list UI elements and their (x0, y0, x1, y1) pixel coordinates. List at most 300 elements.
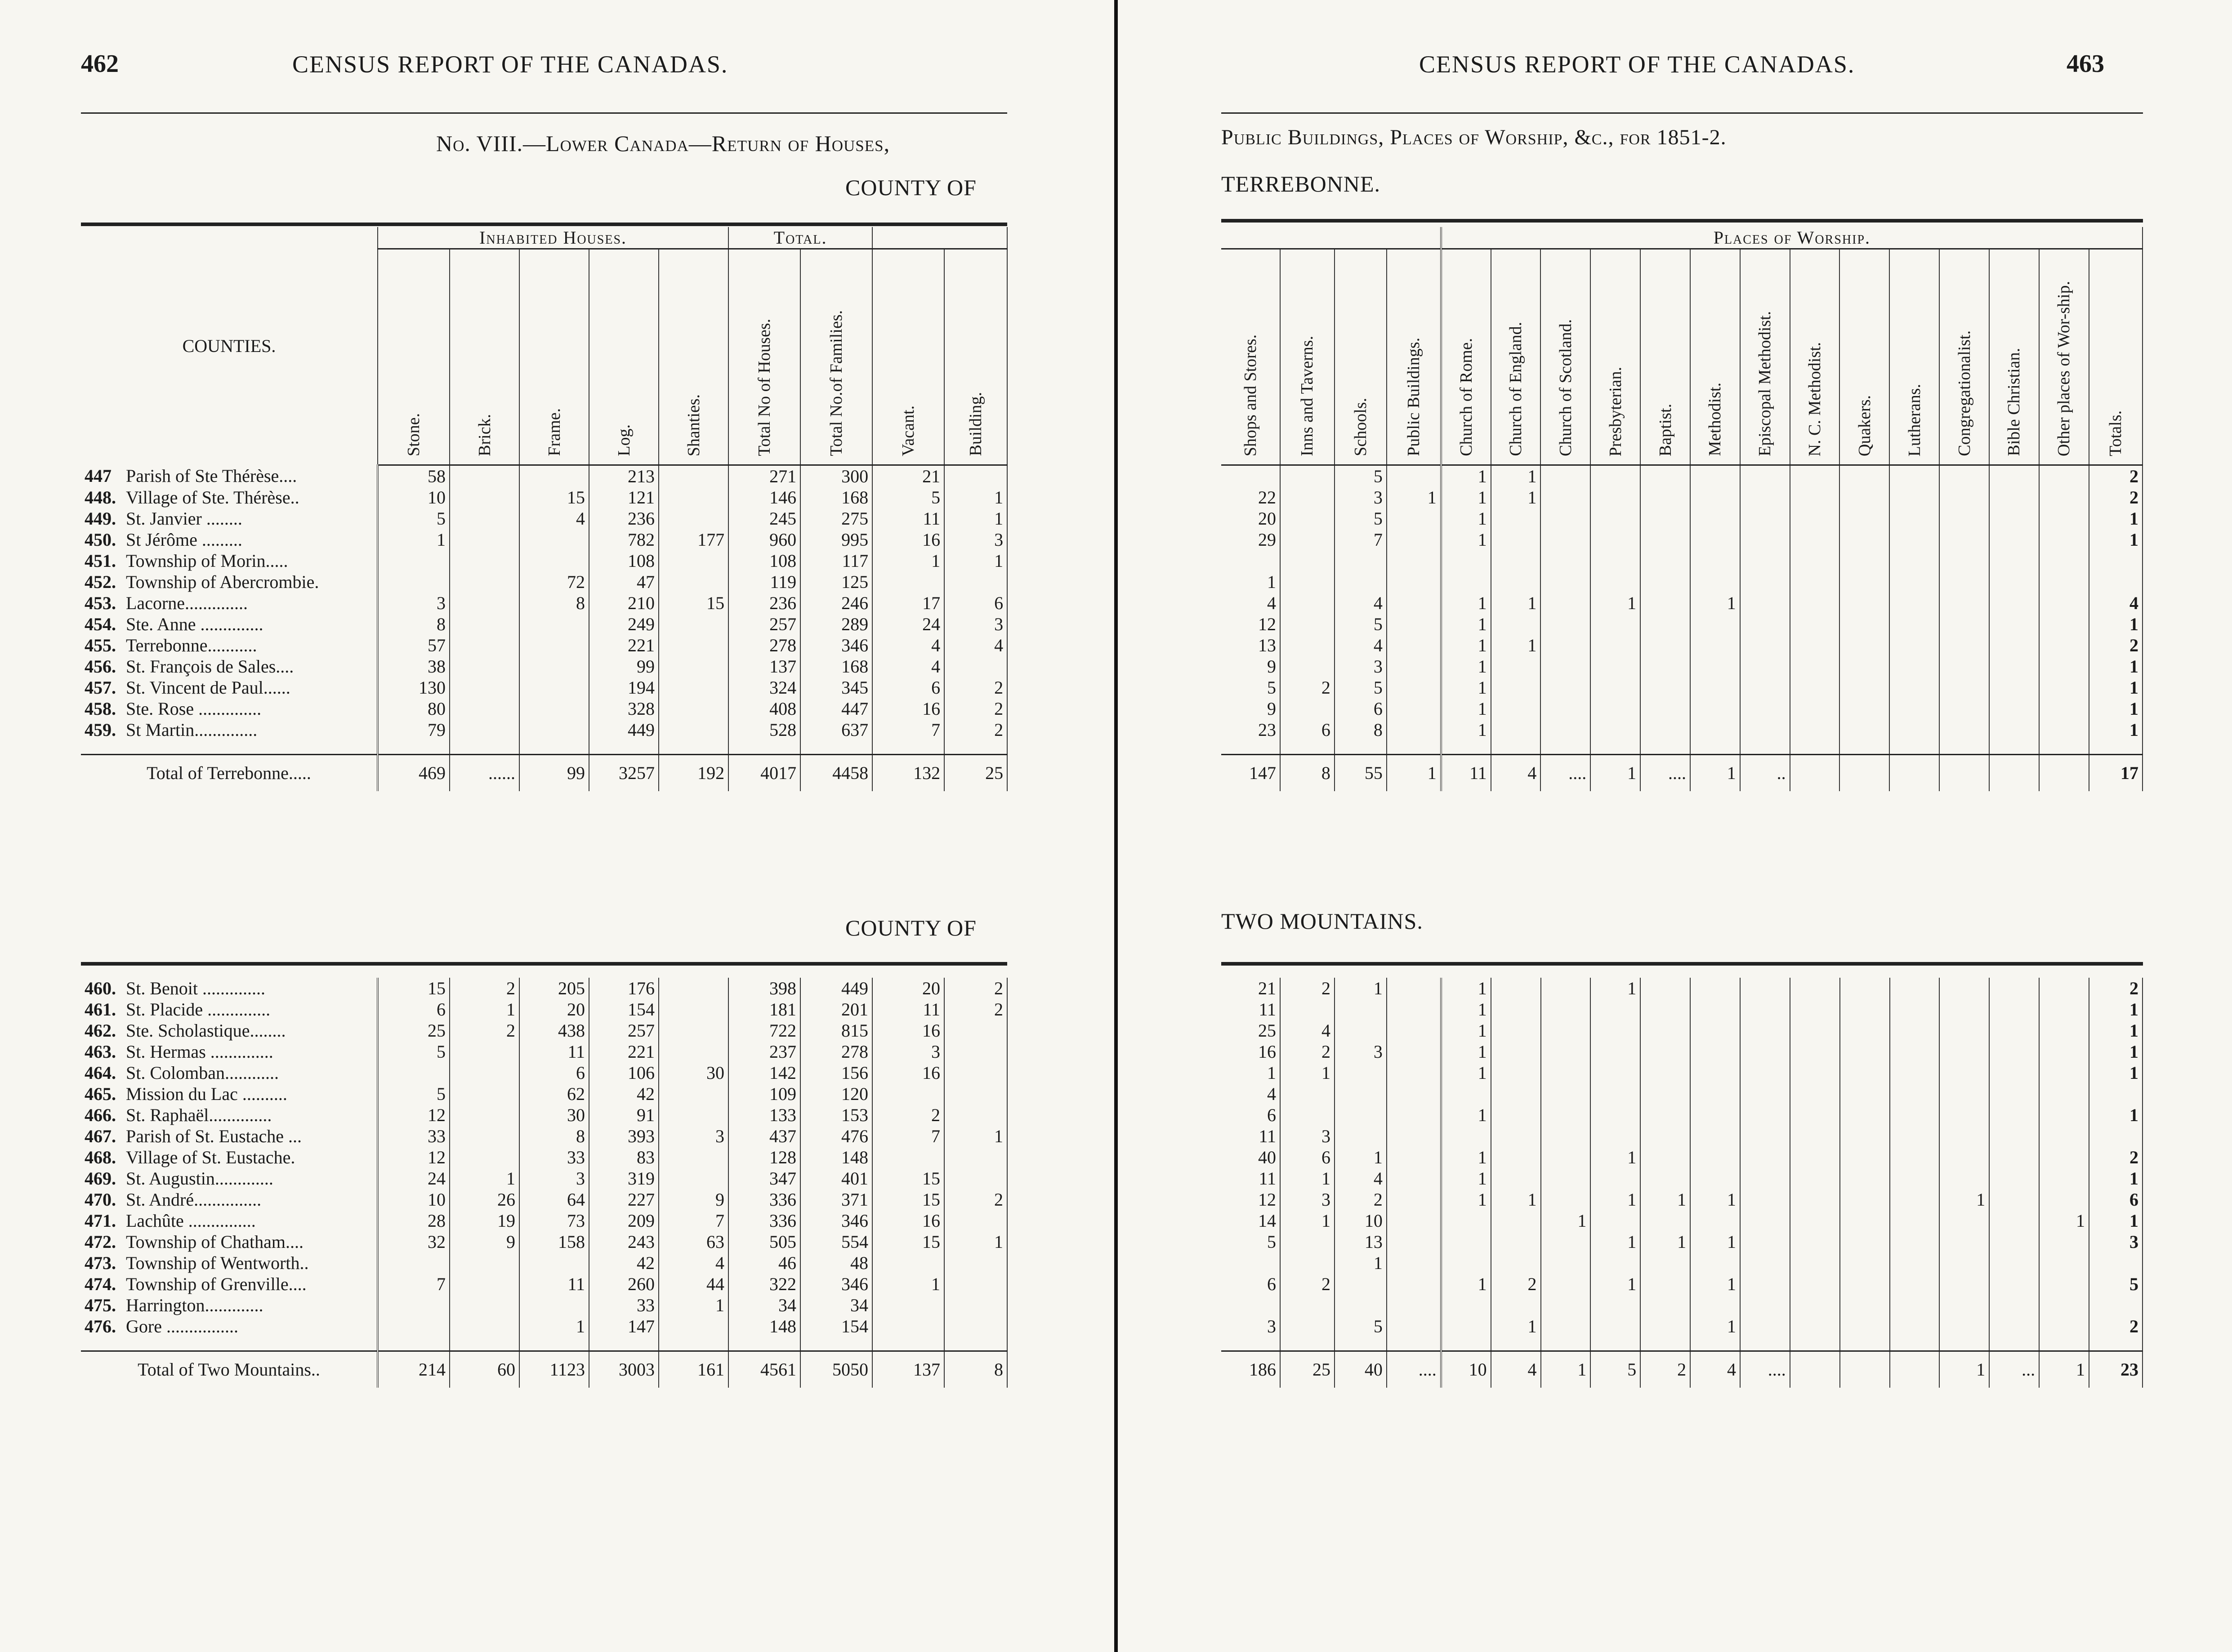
row-number: 449. (85, 508, 116, 529)
value-cell: 1 (872, 550, 944, 571)
value-cell (1740, 1041, 1790, 1062)
value-cell (1889, 719, 1939, 740)
value-cell (519, 550, 589, 571)
quakers-header: Quakers. (1839, 249, 1889, 465)
value-cell: 24 (378, 1168, 450, 1189)
value-cell: 137 (728, 656, 800, 677)
value-cell (1839, 571, 1889, 592)
value-cell (450, 529, 519, 550)
value-cell: 30 (659, 1062, 728, 1083)
total-value: 23 (2089, 1351, 2143, 1388)
value-cell (1840, 1168, 1890, 1189)
value-cell (1989, 1274, 2039, 1295)
value-cell (1335, 1126, 1387, 1147)
value-cell (1640, 1147, 1690, 1168)
table-row (81, 1189, 1007, 1210)
value-cell (2039, 1189, 2089, 1210)
value-cell: 1 (2089, 677, 2143, 698)
table-top-rule (81, 223, 1007, 226)
value-cell: 2 (1491, 1274, 1541, 1295)
value-cell (1839, 677, 1889, 698)
value-cell: 1 (1590, 1231, 1640, 1252)
value-cell (1939, 698, 1989, 719)
value-cell (1280, 1231, 1335, 1252)
value-cell (2039, 1168, 2089, 1189)
value-cell (1939, 614, 1989, 635)
value-cell (1541, 1274, 1591, 1295)
value-cell: 5 (1335, 677, 1387, 698)
value-cell (1640, 1295, 1690, 1316)
value-cell (1387, 571, 1441, 592)
value-cell (1989, 1083, 2039, 1104)
table-row (1221, 1041, 2143, 1062)
value-cell (1839, 508, 1889, 529)
table-title: No. VIII.—Lower Canada—Return of Houses, (436, 131, 890, 156)
value-cell: 1 (944, 1231, 1007, 1252)
public-buildings-header: Public Buildings. (1387, 249, 1441, 465)
value-cell (2039, 1041, 2089, 1062)
value-cell: 1 (1690, 592, 1740, 614)
value-cell: 3 (944, 614, 1007, 635)
table-row (81, 1210, 1007, 1231)
value-cell (1839, 698, 1889, 719)
value-cell (659, 1020, 728, 1041)
value-cell: 371 (800, 1189, 872, 1210)
value-cell (1740, 1231, 1790, 1252)
value-cell: 1 (1491, 592, 1541, 614)
value-cell (659, 656, 728, 677)
value-cell (1441, 1295, 1491, 1316)
value-cell: 2 (1280, 1041, 1335, 1062)
terrebonne-rows (81, 465, 1007, 792)
value-cell (1280, 1104, 1335, 1126)
value-cell: 3 (872, 1041, 944, 1062)
value-cell (1590, 719, 1640, 740)
value-cell (1890, 1189, 1940, 1210)
value-cell: 1 (2089, 1020, 2143, 1041)
table-row (1221, 719, 2143, 740)
value-cell (659, 999, 728, 1020)
value-cell: 995 (800, 529, 872, 550)
value-cell (1839, 529, 1889, 550)
value-cell: 10 (378, 1189, 450, 1210)
value-cell (1690, 978, 1740, 999)
value-cell (1989, 978, 2039, 999)
value-cell (1590, 677, 1640, 698)
value-cell (1839, 465, 1889, 487)
value-cell (2039, 465, 2089, 487)
value-cell (1840, 1252, 1890, 1274)
value-cell (1387, 1062, 1441, 1083)
value-cell (1690, 1041, 1740, 1062)
value-cell (1839, 550, 1889, 571)
value-cell: 142 (728, 1062, 800, 1083)
value-cell: 722 (728, 1020, 800, 1041)
value-cell (1790, 592, 1840, 614)
value-cell: 528 (728, 719, 800, 740)
table-row (81, 635, 1007, 656)
value-cell (1939, 999, 1989, 1020)
value-cell (2039, 656, 2089, 677)
value-cell (1387, 1104, 1441, 1126)
total-value: 3257 (589, 755, 659, 792)
lutherans-header: Lutherans. (1889, 249, 1939, 465)
value-cell (1939, 677, 1989, 698)
table-row (81, 1231, 1007, 1252)
value-cell (1491, 999, 1541, 1020)
value-cell: 1 (2089, 999, 2143, 1020)
value-cell: 257 (589, 1020, 659, 1041)
value-cell (2039, 1316, 2089, 1337)
value-cell (1491, 571, 1541, 592)
value-cell (1790, 1274, 1840, 1295)
locality-name: St Martin.............. (126, 719, 258, 740)
value-cell (450, 1252, 519, 1274)
table-row (81, 999, 1007, 1020)
value-cell (1491, 719, 1541, 740)
value-cell (1690, 614, 1740, 635)
value-cell (1740, 1295, 1790, 1316)
value-cell (1541, 1189, 1591, 1210)
table-row (81, 1274, 1007, 1295)
baptist-header: Baptist. (1640, 249, 1690, 465)
value-cell (1939, 1316, 1989, 1337)
total-value: .. (1740, 755, 1790, 792)
value-cell (1989, 550, 2039, 571)
value-cell (1540, 635, 1590, 656)
value-cell (1280, 487, 1335, 508)
value-cell (944, 465, 1007, 487)
value-cell: 1 (1690, 1316, 1740, 1337)
value-cell (1387, 999, 1441, 1020)
value-cell (1790, 571, 1840, 592)
value-cell (1640, 614, 1690, 635)
value-cell (944, 1104, 1007, 1126)
terrebonne-worship-rows (1221, 465, 2143, 792)
value-cell (944, 1210, 1007, 1231)
value-cell (1541, 1083, 1591, 1104)
total-value: 8 (944, 1351, 1007, 1388)
value-cell: 7 (659, 1210, 728, 1231)
value-cell: 1 (1335, 1252, 1387, 1274)
value-cell: 72 (519, 571, 589, 592)
value-cell: 1 (1441, 465, 1491, 487)
total-value (1790, 755, 1840, 792)
value-cell (1690, 1295, 1740, 1316)
value-cell (1890, 1062, 1940, 1083)
value-cell (1590, 1104, 1640, 1126)
value-cell (2039, 614, 2089, 635)
value-cell (1640, 698, 1690, 719)
value-cell (1541, 999, 1591, 1020)
value-cell: 1 (872, 1274, 944, 1295)
value-cell (944, 1147, 1007, 1168)
value-cell: 80 (378, 698, 450, 719)
value-cell (1491, 614, 1541, 635)
value-cell (450, 1041, 519, 1062)
value-cell (1280, 550, 1335, 571)
table-row (81, 1168, 1007, 1189)
value-cell (1690, 550, 1740, 571)
total-value: 186 (1221, 1351, 1280, 1388)
locality-cell (81, 999, 378, 1020)
value-cell (1221, 1252, 1280, 1274)
value-cell: 5 (872, 487, 944, 508)
value-cell: 221 (589, 1041, 659, 1062)
total-row (1221, 1351, 2143, 1388)
total-value (1890, 1351, 1940, 1388)
value-cell: 12 (1221, 1189, 1280, 1210)
value-cell (659, 1041, 728, 1062)
value-cell: 1 (2089, 656, 2143, 677)
value-cell (1740, 999, 1790, 1020)
table-row (81, 1104, 1007, 1126)
value-cell (1387, 508, 1441, 529)
value-cell: 12 (378, 1147, 450, 1168)
value-cell: 33 (589, 1295, 659, 1316)
value-cell (1540, 677, 1590, 698)
value-cell (1540, 656, 1590, 677)
value-cell (1441, 1252, 1491, 1274)
value-cell (1740, 1189, 1790, 1210)
value-cell (659, 1104, 728, 1126)
right-page (1118, 0, 2232, 1652)
value-cell: 16 (1221, 1041, 1280, 1062)
value-cell: 1 (1491, 465, 1541, 487)
value-cell (944, 1062, 1007, 1083)
value-cell (1939, 1147, 1989, 1168)
value-cell: 1 (1690, 1274, 1740, 1295)
value-cell: 1 (659, 1295, 728, 1316)
value-cell (378, 1295, 450, 1316)
building-header: Building. (944, 249, 1007, 465)
total-value: 214 (378, 1351, 450, 1388)
locality-cell (81, 1104, 378, 1126)
value-cell (1740, 1020, 1790, 1041)
value-cell: 133 (728, 1104, 800, 1126)
value-cell: 117 (800, 550, 872, 571)
value-cell (1989, 656, 2039, 677)
value-cell: 125 (800, 571, 872, 592)
value-cell: 476 (800, 1126, 872, 1147)
total-value: 4 (1491, 755, 1541, 792)
value-cell (1890, 1252, 1940, 1274)
table-row (1221, 1274, 2143, 1295)
total-value: 161 (659, 1351, 728, 1388)
value-cell: 1 (1280, 1168, 1335, 1189)
value-cell (1939, 508, 1989, 529)
value-cell: 6 (378, 999, 450, 1020)
value-cell: 345 (800, 677, 872, 698)
value-cell (1889, 592, 1939, 614)
locality-cell (81, 1083, 378, 1104)
value-cell (1889, 550, 1939, 571)
value-cell (1840, 1126, 1890, 1147)
value-cell (519, 614, 589, 635)
value-cell: 108 (589, 550, 659, 571)
value-cell (1839, 592, 1889, 614)
value-cell (1590, 1168, 1640, 1189)
value-cell (1387, 1083, 1441, 1104)
value-cell (1491, 1168, 1541, 1189)
value-cell: 1 (1491, 1316, 1541, 1337)
value-cell (2089, 1252, 2143, 1274)
log-header: Log. (589, 249, 659, 465)
value-cell (378, 1316, 450, 1337)
value-cell: 236 (728, 592, 800, 614)
value-cell (1640, 656, 1690, 677)
value-cell: 5 (1335, 614, 1387, 635)
value-cell: 42 (589, 1083, 659, 1104)
church-england-header: Church of England. (1491, 249, 1541, 465)
value-cell (1491, 1041, 1541, 1062)
value-cell (1541, 1295, 1591, 1316)
table-row (81, 1062, 1007, 1083)
value-cell (1890, 1274, 1940, 1295)
two-mountains-rows (81, 978, 1007, 1388)
value-cell (1387, 1041, 1441, 1062)
value-cell: 26 (450, 1189, 519, 1210)
value-cell (1640, 1316, 1690, 1337)
total-value: 4017 (728, 755, 800, 792)
value-cell: 1 (2089, 1210, 2143, 1231)
table-row (1221, 1126, 2143, 1147)
value-cell (1939, 1274, 1989, 1295)
value-cell (1491, 1210, 1541, 1231)
value-cell (1890, 1083, 1940, 1104)
value-cell (378, 571, 450, 592)
row-number: 450. (85, 529, 116, 550)
total-value (1939, 755, 1989, 792)
value-cell (1939, 978, 1989, 999)
value-cell (944, 1041, 1007, 1062)
value-cell: 447 (800, 698, 872, 719)
value-cell (1989, 1231, 2039, 1252)
value-cell (450, 1062, 519, 1083)
locality-cell (81, 1210, 378, 1231)
value-cell (1335, 1274, 1387, 1295)
row-number: 464. (85, 1062, 116, 1083)
value-cell (659, 698, 728, 719)
table-row (1221, 635, 2143, 656)
value-cell (659, 1168, 728, 1189)
value-cell (1491, 978, 1541, 999)
value-cell (1790, 677, 1840, 698)
episcopal-methodist-header: Episcopal Methodist. (1740, 249, 1790, 465)
value-cell (1491, 677, 1541, 698)
value-cell (1690, 508, 1740, 529)
value-cell: 168 (800, 487, 872, 508)
value-cell: 1 (1441, 719, 1491, 740)
value-cell: 2 (944, 719, 1007, 740)
table-row (1221, 1252, 2143, 1274)
row-number: 475. (85, 1295, 116, 1315)
value-cell: 213 (589, 465, 659, 487)
value-cell (1491, 698, 1541, 719)
table-row (1221, 529, 2143, 550)
row-number: 454. (85, 614, 116, 634)
value-cell (659, 508, 728, 529)
locality-cell (81, 571, 378, 592)
value-cell (450, 1316, 519, 1337)
value-cell: 243 (589, 1231, 659, 1252)
value-cell (1740, 1274, 1790, 1295)
value-cell (1840, 1062, 1890, 1083)
total-row (81, 1351, 1007, 1388)
value-cell (1491, 1083, 1541, 1104)
total-value: 55 (1335, 755, 1387, 792)
value-cell (1740, 656, 1790, 677)
value-cell (2039, 1104, 2089, 1126)
total-value (1790, 1351, 1840, 1388)
locality-name: Ste. Rose .............. (126, 698, 262, 719)
value-cell: 1 (1441, 1168, 1491, 1189)
row-number: 456. (85, 656, 116, 677)
value-cell (2039, 698, 2089, 719)
value-cell (2039, 999, 2089, 1020)
value-cell: 4 (1221, 592, 1280, 614)
value-cell (1541, 1020, 1591, 1041)
value-cell: 1 (1441, 592, 1491, 614)
value-cell (1540, 529, 1590, 550)
value-cell (1840, 1316, 1890, 1337)
total-value (1839, 755, 1889, 792)
value-cell (1939, 1020, 1989, 1041)
locality-name: St. Benoit .............. (126, 978, 266, 998)
value-cell: 15 (519, 487, 589, 508)
value-cell (519, 529, 589, 550)
value-cell (1640, 1020, 1690, 1041)
value-cell: 58 (378, 465, 450, 487)
value-cell: 2 (944, 978, 1007, 999)
locality-cell (81, 635, 378, 656)
value-cell (1989, 1147, 2039, 1168)
value-cell (450, 614, 519, 635)
value-cell (1640, 999, 1690, 1020)
value-cell: 1 (1491, 1189, 1541, 1210)
value-cell (1939, 1041, 1989, 1062)
value-cell: 158 (519, 1231, 589, 1252)
value-cell: 181 (728, 999, 800, 1020)
value-cell: 16 (872, 1020, 944, 1041)
value-cell: 1 (1441, 698, 1491, 719)
value-cell (1889, 529, 1939, 550)
value-cell (2039, 635, 2089, 656)
value-cell (1441, 1316, 1491, 1337)
value-cell: 83 (589, 1147, 659, 1168)
row-number: 458. (85, 698, 116, 719)
value-cell: 4 (519, 508, 589, 529)
value-cell: 1 (1280, 1062, 1335, 1083)
value-cell (1790, 1147, 1840, 1168)
value-cell: 1 (450, 999, 519, 1020)
value-cell: 9 (659, 1189, 728, 1210)
row-number: 473. (85, 1252, 116, 1273)
value-cell (659, 1316, 728, 1337)
total-value: .... (1540, 755, 1590, 792)
value-cell (1989, 1126, 2039, 1147)
value-cell (872, 1295, 944, 1316)
houses-table-two-mountains (81, 978, 1008, 1388)
value-cell: 227 (589, 1189, 659, 1210)
value-cell: 1 (1280, 1210, 1335, 1231)
value-cell (450, 635, 519, 656)
value-cell (1890, 1147, 1940, 1168)
value-cell: 62 (519, 1083, 589, 1104)
value-cell: 1 (1541, 1210, 1591, 1231)
value-cell (1540, 465, 1590, 487)
value-cell (1491, 1020, 1541, 1041)
